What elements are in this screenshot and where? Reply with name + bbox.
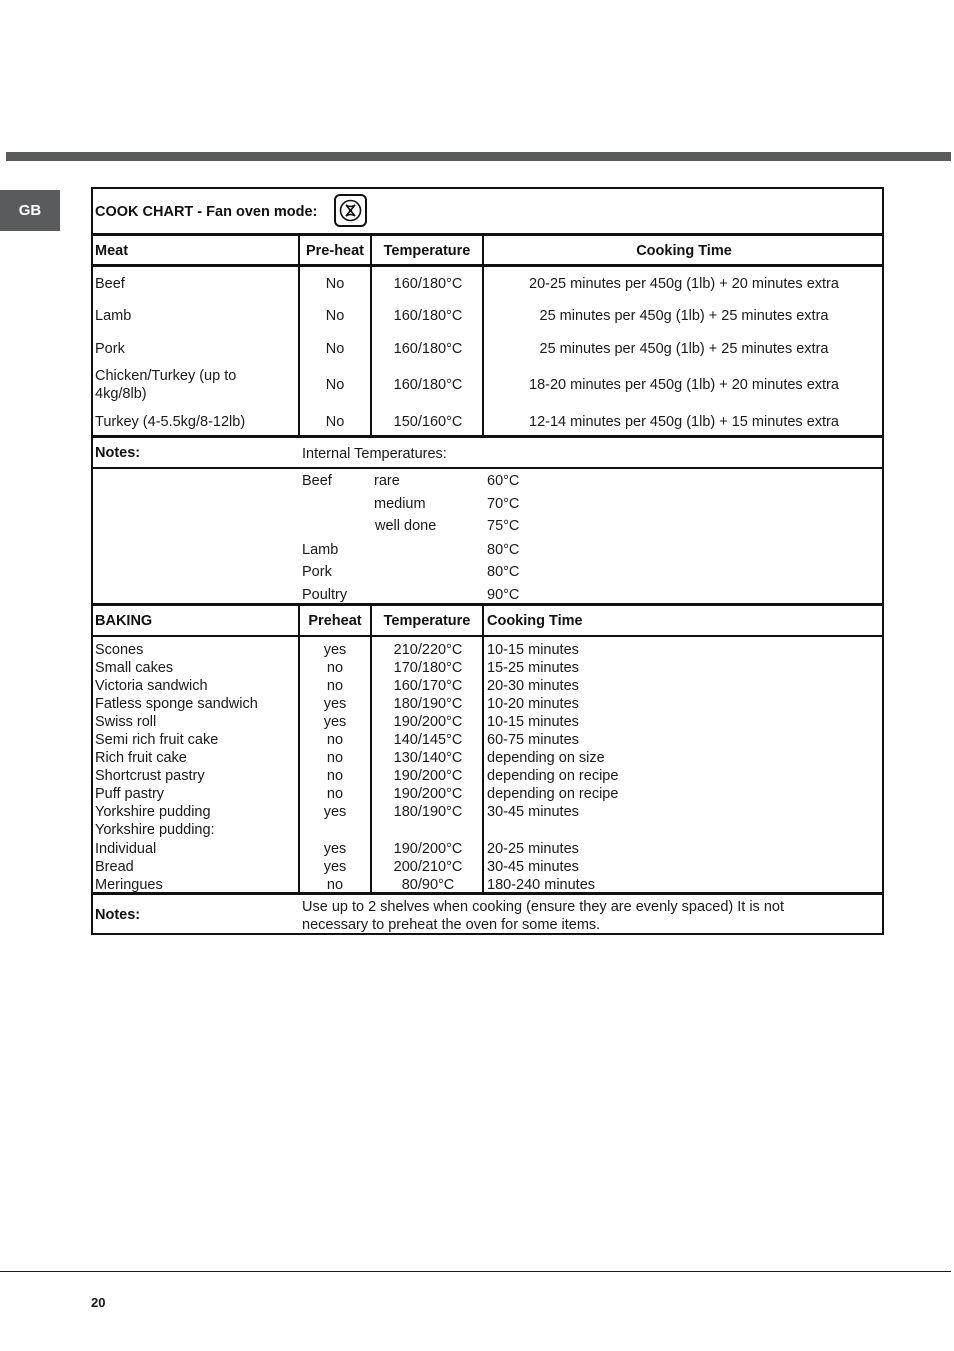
baking-temp: 190/200°C [393,841,463,857]
baking-item: Puff pastry [95,786,165,802]
baking-time: 10-15 minutes [487,642,579,658]
internal-temp-value: 75°C [487,518,520,534]
baking-temperature-header: Temperature [383,613,471,629]
baking-time: depending on size [487,750,605,766]
baking-preheat: yes [323,696,347,712]
baking-item: Meringues [95,877,163,893]
baking-time: 15-25 minutes [487,660,579,676]
internal-temp-value: 70°C [487,496,520,512]
baking-item: Swiss roll [95,714,157,730]
baking-item: Fatless sponge sandwich [95,696,258,712]
internal-temp-meat: Beef [302,473,332,489]
internal-temp-value: 80°C [487,542,520,558]
baking-preheat: no [326,750,344,766]
baking-temp: 190/200°C [393,786,463,802]
baking-temp: 190/200°C [393,714,463,730]
language-tab: GB [0,190,60,231]
meat-time: 12-14 minutes per 450g (1lb) + 15 minutes extra [529,414,839,430]
meat-temp: 160/180°C [393,377,463,393]
meat-time: 20-25 minutes per 450g (1lb) + 20 minutes extra [529,276,839,292]
baking-item: Bread [95,859,134,875]
baking-temp: 170/180°C [393,660,463,676]
internal-temp-doneness: well done [375,518,437,534]
baking-preheat: yes [323,841,347,857]
baking-preheat: yes [323,859,347,875]
top-divider-bar [6,152,951,161]
preheat-header: Pre-heat [305,243,365,259]
baking-item: Rich fruit cake [95,750,187,766]
baking-temp: 80/90°C [401,877,455,893]
rule [93,264,882,267]
temperature-header: Temperature [383,243,471,259]
baking-item: Shortcrust pastry [95,768,205,784]
baking-temp: 180/190°C [393,804,463,820]
meat-item: Lamb [95,308,132,324]
baking-item: Individual [95,841,157,857]
meat-header: Meat [95,243,129,259]
page-number: 20 [91,1295,106,1310]
meat-temp: 160/180°C [393,341,463,357]
meat-item: Beef [95,276,125,292]
meat-temp: 150/160°C [393,414,463,430]
meat-time: 25 minutes per 450g (1lb) + 25 minutes extra [539,341,829,357]
baking-preheat: yes [323,642,347,658]
baking-preheat: no [326,660,344,676]
baking-time: 60-75 minutes [487,732,579,748]
meat-preheat: No [325,377,345,393]
chart-title: COOK CHART - Fan oven mode: [95,204,318,220]
meat-preheat: No [325,308,345,324]
rule [93,435,882,438]
baking-time: depending on recipe [487,768,619,784]
baking-temp: 130/140°C [393,750,463,766]
meat-preheat: No [325,414,345,430]
notes-text: Use up to 2 shelves when cooking (ensure they are evenly spaced) It is not necessary to preheat the oven for some items. [302,899,784,933]
notes-label: Notes: [95,445,141,461]
meat-preheat: No [325,276,345,292]
rule [93,233,882,236]
baking-temp: 180/190°C [393,696,463,712]
baking-time: 180-240 minutes [487,877,596,893]
baking-preheat: no [326,768,344,784]
baking-preheat-header: Preheat [308,613,362,629]
baking-time: depending on recipe [487,786,619,802]
internal-temp-value: 90°C [487,587,520,603]
baking-preheat: no [326,732,344,748]
meat-temp: 160/180°C [393,276,463,292]
baking-preheat: yes [323,714,347,730]
cooking-time-header: Cooking Time [636,243,732,259]
col-rule [482,233,484,437]
meat-preheat: No [325,341,345,357]
baking-temp: 190/200°C [393,768,463,784]
baking-time: 20-25 minutes [487,841,579,857]
internal-temp-meat: Pork [302,564,332,580]
baking-time: 10-15 minutes [487,714,579,730]
baking-temp: 200/210°C [393,859,463,875]
meat-item: Pork [95,341,125,357]
internal-temp-doneness: rare [374,473,400,489]
meat-time: 18-20 minutes per 450g (1lb) + 20 minutes extra [529,377,839,393]
baking-item: Yorkshire pudding [95,804,211,820]
col-rule [298,233,300,437]
rule [93,467,882,469]
internal-temp-value: 60°C [487,473,520,489]
meat-time: 25 minutes per 450g (1lb) + 25 minutes extra [539,308,829,324]
internal-temp-doneness: medium [374,496,426,512]
baking-preheat: no [326,678,344,694]
meat-temp: 160/180°C [393,308,463,324]
baking-temp: 140/145°C [393,732,463,748]
internal-temp-value: 80°C [487,564,520,580]
meat-item: Turkey (4-5.5kg/8-12lb) [95,414,246,430]
baking-time: 10-20 minutes [487,696,579,712]
rule [93,635,882,637]
baking-temp: 210/220°C [393,642,463,658]
baking-preheat: no [326,786,344,802]
baking-item: Scones [95,642,144,658]
baking-preheat: yes [323,804,347,820]
baking-cooking-time-header: Cooking Time [487,613,583,629]
baking-time: 30-45 minutes [487,804,579,820]
baking-item: Small cakes [95,660,174,676]
baking-item: Yorkshire pudding: [95,822,215,838]
baking-time: 30-45 minutes [487,859,579,875]
fan-oven-icon [334,194,367,227]
internal-temp-meat: Poultry [302,587,348,603]
baking-time: 20-30 minutes [487,678,579,694]
baking-temp: 160/170°C [393,678,463,694]
baking-preheat: no [326,877,344,893]
cook-chart-table [91,187,884,935]
internal-temps-heading: Internal Temperatures: [302,446,447,462]
internal-temp-meat: Lamb [302,542,339,558]
baking-item: Semi rich fruit cake [95,732,219,748]
notes-label: Notes: [95,907,141,923]
col-rule [370,233,372,437]
baking-item: Victoria sandwich [95,678,208,694]
footer-rule [0,1271,951,1272]
baking-header: BAKING [95,613,153,629]
meat-item: Chicken/Turkey (up to 4kg/8lb) [95,368,237,402]
